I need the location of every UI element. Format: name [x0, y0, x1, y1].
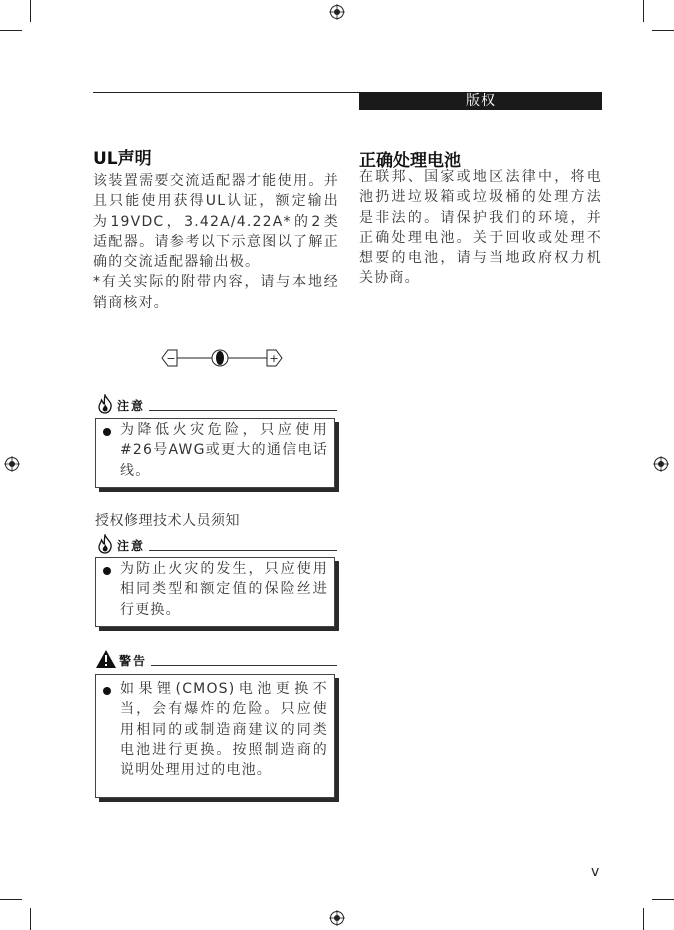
- registration-mark-icon: [329, 4, 345, 20]
- ul-footnote: *有关实际的附带内容，请与本地经销商核对。: [93, 274, 339, 311]
- bullet: [103, 687, 111, 695]
- flame-icon: [95, 534, 115, 554]
- flame-icon: [95, 394, 115, 414]
- crop-mark: [0, 899, 22, 900]
- warning-triangle-icon: [95, 649, 117, 669]
- warning-text: 如果锂(CMOS)电池更换不当，会有爆炸的危险。只应使用相同的或制造商建议的同类电池进行更换。按照制造商的说明处理用过的电池。: [120, 681, 328, 779]
- ul-paragraph: 该装置需要交流适配器才能使用。并且只能使用获得UL认证，额定输出为19VDC，3.42A/4.22A*的2类适配器。请参考以下示意图以了解正确的交流适配器输出极。: [93, 173, 339, 271]
- polarity-diagram: [160, 346, 286, 370]
- crop-mark: [30, 0, 31, 22]
- registration-mark-icon: [4, 456, 20, 472]
- crop-mark: [643, 908, 644, 930]
- warning-header: [95, 649, 337, 669]
- caution-text: 为降低火灾危险，只应使用#26号AWG或更大的通信电话线。: [120, 422, 328, 479]
- caution-box: [95, 557, 335, 627]
- caution-header: [95, 394, 337, 414]
- caution-label: 注意: [117, 539, 146, 553]
- ul-heading: UL声明: [93, 149, 152, 169]
- crop-mark: [0, 30, 22, 31]
- battery-paragraph: 在联邦、国家或地区法律中，将电池扔进垃圾箱或垃圾桶的处理方法是非法的。请保护我们的环境，并正确处理电池。关于回收或处理不想要的电池，请与当地政府权力机关协商。: [359, 169, 602, 287]
- registration-mark-icon: [653, 456, 669, 472]
- crop-mark: [652, 899, 674, 900]
- warning-box: [95, 674, 335, 798]
- battery-heading: 正确处理电池: [359, 151, 461, 171]
- caution-header: [95, 534, 337, 554]
- ul-statement: [93, 171, 339, 313]
- negative-terminal-sign: −: [166, 352, 176, 365]
- warning-rule: [151, 665, 337, 666]
- bullet: [103, 428, 111, 436]
- crop-mark: [30, 908, 31, 930]
- registration-mark-icon: [329, 910, 345, 926]
- header-rule: [93, 92, 359, 93]
- positive-terminal-sign: +: [269, 352, 279, 365]
- crop-mark: [643, 0, 644, 22]
- warning-label: 警告: [119, 654, 148, 668]
- page-number: v: [591, 864, 600, 880]
- service-heading: 授权修理技术人员须知: [95, 513, 240, 529]
- caution-rule: [149, 550, 337, 551]
- crop-mark: [652, 30, 674, 31]
- section-title: 版权: [466, 93, 496, 109]
- caution-box: [95, 418, 335, 488]
- section-header-bar: [359, 92, 602, 110]
- bullet: [103, 567, 111, 575]
- caution-text: 为防止火灾的发生，只应使用相同类型和额定值的保险丝进行更换。: [120, 561, 328, 618]
- caution-label: 注意: [117, 399, 146, 413]
- caution-rule: [149, 410, 337, 411]
